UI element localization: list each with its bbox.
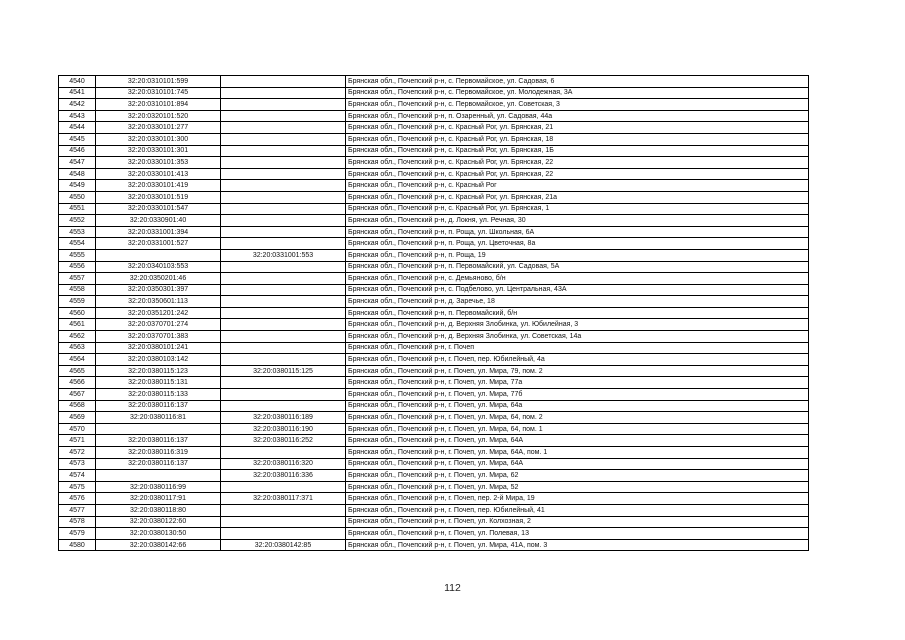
related-cadastral-number-cell	[221, 342, 346, 354]
related-cadastral-number-cell: 32:20:0380116:190	[221, 423, 346, 435]
cadastral-number-cell: 32:20:0380116:81	[96, 412, 221, 424]
row-number-cell: 4571	[59, 435, 96, 447]
cadastral-number-cell: 32:20:0330101:301	[96, 145, 221, 157]
row-number-cell: 4551	[59, 203, 96, 215]
table-row	[59, 365, 809, 377]
cadastral-number-cell: 32:20:0320101:520	[96, 110, 221, 122]
cadastral-number-cell: 32:20:0380130:50	[96, 528, 221, 540]
address-cell: Брянская обл., Почепский р-н, с. Красный Рог, ул. Брянская, 21	[346, 122, 809, 134]
related-cadastral-number-cell	[221, 203, 346, 215]
address-cell: Брянская обл., Почепский р-н, с. Первомайское, ул. Садовая, 6	[346, 76, 809, 88]
address-cell: Брянская обл., Почепский р-н, г. Почеп, пер. Юбилейный, 4а	[346, 354, 809, 366]
address-cell: Брянская обл., Почепский р-н, п. Первомайский, б/н	[346, 307, 809, 319]
related-cadastral-number-cell	[221, 87, 346, 99]
related-cadastral-number-cell	[221, 354, 346, 366]
cadastral-number-cell: 32:20:0310101:599	[96, 76, 221, 88]
table-row	[59, 261, 809, 273]
row-number-cell: 4548	[59, 168, 96, 180]
address-cell: Брянская обл., Почепский р-н, д. Верхняя Злобинка, ул. Советская, 14а	[346, 331, 809, 343]
cadastral-number-cell: 32:20:0310101:745	[96, 87, 221, 99]
cadastral-number-cell: 32:20:0350201:46	[96, 273, 221, 285]
address-cell: Брянская обл., Почепский р-н, с. Красный Рог, ул. Брянская, 18	[346, 133, 809, 145]
row-number-cell: 4560	[59, 307, 96, 319]
address-cell: Брянская обл., Почепский р-н, г. Почеп, пер. Юбилейный, 41	[346, 504, 809, 516]
cadastral-number-cell: 32:20:0380116:137	[96, 400, 221, 412]
cadastral-number-cell: 32:20:0380101:241	[96, 342, 221, 354]
related-cadastral-number-cell: 32:20:0380116:189	[221, 412, 346, 424]
cadastral-number-cell: 32:20:0330101:419	[96, 180, 221, 192]
cadastral-number-cell: 32:20:0380103:142	[96, 354, 221, 366]
cadastral-number-cell: 32:20:0310101:894	[96, 99, 221, 111]
table-row	[59, 331, 809, 343]
row-number-cell: 4563	[59, 342, 96, 354]
related-cadastral-number-cell	[221, 528, 346, 540]
address-cell: Брянская обл., Почепский р-н, г. Почеп, ул. Мира, 77б	[346, 389, 809, 401]
related-cadastral-number-cell	[221, 133, 346, 145]
row-number-cell: 4545	[59, 133, 96, 145]
row-number-cell: 4559	[59, 296, 96, 308]
cadastral-number-cell: 32:20:0330101:277	[96, 122, 221, 134]
registry-table	[58, 75, 809, 551]
address-cell: Брянская обл., Почепский р-н, г. Почеп, пер. 2-й Мира, 19	[346, 493, 809, 505]
table-row	[59, 133, 809, 145]
row-number-cell: 4549	[59, 180, 96, 192]
cadastral-number-cell: 32:20:0340103:553	[96, 261, 221, 273]
address-cell: Брянская обл., Почепский р-н, с. Красный Рог, ул. Брянская, 22	[346, 168, 809, 180]
table-row	[59, 145, 809, 157]
cadastral-number-cell: 32:20:0331001:527	[96, 238, 221, 250]
related-cadastral-number-cell	[221, 238, 346, 250]
table-row	[59, 516, 809, 528]
cadastral-number-cell: 32:20:0351201:242	[96, 307, 221, 319]
related-cadastral-number-cell	[221, 261, 346, 273]
address-cell: Брянская обл., Почепский р-н, г. Почеп, ул. Мира, 41А, пом. 3	[346, 539, 809, 551]
related-cadastral-number-cell	[221, 447, 346, 459]
related-cadastral-number-cell	[221, 226, 346, 238]
table-row	[59, 307, 809, 319]
related-cadastral-number-cell	[221, 180, 346, 192]
cadastral-number-cell: 32:20:0380118:80	[96, 504, 221, 516]
registry-table-body	[59, 76, 809, 551]
related-cadastral-number-cell	[221, 319, 346, 331]
related-cadastral-number-cell	[221, 168, 346, 180]
related-cadastral-number-cell	[221, 145, 346, 157]
table-row	[59, 470, 809, 482]
table-row	[59, 296, 809, 308]
address-cell: Брянская обл., Почепский р-н, г. Почеп, ул. Мира, 64, пом. 2	[346, 412, 809, 424]
page-number: 112	[444, 582, 461, 594]
address-cell: Брянская обл., Почепский р-н, с. Первомайское, ул. Молодежная, 3А	[346, 87, 809, 99]
table-row	[59, 110, 809, 122]
address-cell: Брянская обл., Почепский р-н, с. Красный Рог, ул. Брянская, 1	[346, 203, 809, 215]
table-row	[59, 389, 809, 401]
related-cadastral-number-cell	[221, 157, 346, 169]
table-row	[59, 76, 809, 88]
cadastral-number-cell	[96, 249, 221, 261]
row-number-cell: 4576	[59, 493, 96, 505]
related-cadastral-number-cell	[221, 273, 346, 285]
table-row	[59, 423, 809, 435]
row-number-cell: 4565	[59, 365, 96, 377]
address-cell: Брянская обл., Почепский р-н, д. Заречье, 18	[346, 296, 809, 308]
table-row	[59, 377, 809, 389]
related-cadastral-number-cell: 32:20:0380115:125	[221, 365, 346, 377]
row-number-cell: 4570	[59, 423, 96, 435]
table-row	[59, 481, 809, 493]
address-cell: Брянская обл., Почепский р-н, с. Красный Рог, ул. Брянская, 22	[346, 157, 809, 169]
address-cell: Брянская обл., Почепский р-н, г. Почеп, ул. Колхозная, 2	[346, 516, 809, 528]
related-cadastral-number-cell	[221, 331, 346, 343]
address-cell: Брянская обл., Почепский р-н, с. Красный Рог, ул. Брянская, 1Б	[346, 145, 809, 157]
table-row	[59, 226, 809, 238]
cadastral-number-cell: 32:20:0370701:274	[96, 319, 221, 331]
address-cell: Брянская обл., Почепский р-н, п. Роща, 19	[346, 249, 809, 261]
related-cadastral-number-cell	[221, 377, 346, 389]
table-row	[59, 168, 809, 180]
row-number-cell: 4556	[59, 261, 96, 273]
related-cadastral-number-cell: 32:20:0331001:553	[221, 249, 346, 261]
cadastral-number-cell: 32:20:0380116:319	[96, 447, 221, 459]
row-number-cell: 4540	[59, 76, 96, 88]
address-cell: Брянская обл., Почепский р-н, г. Почеп, ул. Полевая, 13	[346, 528, 809, 540]
address-cell: Брянская обл., Почепский р-н, г. Почеп, ул. Мира, 77а	[346, 377, 809, 389]
table-row	[59, 400, 809, 412]
address-cell: Брянская обл., Почепский р-н, с. Демьяново, б/н	[346, 273, 809, 285]
cadastral-number-cell: 32:20:0330901:40	[96, 215, 221, 227]
related-cadastral-number-cell	[221, 307, 346, 319]
table-row	[59, 342, 809, 354]
row-number-cell: 4555	[59, 249, 96, 261]
related-cadastral-number-cell: 32:20:0380142:85	[221, 539, 346, 551]
related-cadastral-number-cell	[221, 191, 346, 203]
related-cadastral-number-cell	[221, 296, 346, 308]
cadastral-number-cell: 32:20:0330101:519	[96, 191, 221, 203]
row-number-cell: 4569	[59, 412, 96, 424]
table-row	[59, 191, 809, 203]
table-row	[59, 354, 809, 366]
cadastral-number-cell: 32:20:0380115:131	[96, 377, 221, 389]
address-cell: Брянская обл., Почепский р-н, п. Первомайский, ул. Садовая, 5А	[346, 261, 809, 273]
row-number-cell: 4566	[59, 377, 96, 389]
row-number-cell: 4564	[59, 354, 96, 366]
row-number-cell: 4553	[59, 226, 96, 238]
address-cell: Брянская обл., Почепский р-н, с. Первомайское, ул. Советская, 3	[346, 99, 809, 111]
table-row	[59, 238, 809, 250]
related-cadastral-number-cell	[221, 76, 346, 88]
address-cell: Брянская обл., Почепский р-н, г. Почеп, ул. Мира, 64А	[346, 458, 809, 470]
related-cadastral-number-cell	[221, 99, 346, 111]
row-number-cell: 4547	[59, 157, 96, 169]
row-number-cell: 4567	[59, 389, 96, 401]
address-cell: Брянская обл., Почепский р-н, г. Почеп	[346, 342, 809, 354]
row-number-cell: 4568	[59, 400, 96, 412]
related-cadastral-number-cell	[221, 110, 346, 122]
row-number-cell: 4557	[59, 273, 96, 285]
table-row	[59, 284, 809, 296]
address-cell: Брянская обл., Почепский р-н, г. Почеп, ул. Мира, 64, пом. 1	[346, 423, 809, 435]
table-row	[59, 504, 809, 516]
cadastral-number-cell: 32:20:0350601:113	[96, 296, 221, 308]
related-cadastral-number-cell: 32:20:0380117:371	[221, 493, 346, 505]
address-cell: Брянская обл., Почепский р-н, с. Красный Рог, ул. Брянская, 21а	[346, 191, 809, 203]
cadastral-number-cell: 32:20:0330101:413	[96, 168, 221, 180]
cadastral-number-cell: 32:20:0380115:133	[96, 389, 221, 401]
cadastral-number-cell	[96, 423, 221, 435]
address-cell: Брянская обл., Почепский р-н, с. Красный Рог	[346, 180, 809, 192]
row-number-cell: 4552	[59, 215, 96, 227]
table-row	[59, 215, 809, 227]
related-cadastral-number-cell	[221, 481, 346, 493]
row-number-cell: 4580	[59, 539, 96, 551]
table-row	[59, 458, 809, 470]
row-number-cell: 4579	[59, 528, 96, 540]
row-number-cell: 4550	[59, 191, 96, 203]
address-cell: Брянская обл., Почепский р-н, г. Почеп, ул. Мира, 79, пом. 2	[346, 365, 809, 377]
row-number-cell: 4572	[59, 447, 96, 459]
row-number-cell: 4574	[59, 470, 96, 482]
row-number-cell: 4577	[59, 504, 96, 516]
related-cadastral-number-cell	[221, 504, 346, 516]
related-cadastral-number-cell: 32:20:0380116:336	[221, 470, 346, 482]
cadastral-number-cell: 32:20:0380116:137	[96, 435, 221, 447]
row-number-cell: 4554	[59, 238, 96, 250]
cadastral-number-cell: 32:20:0380142:66	[96, 539, 221, 551]
table-row	[59, 528, 809, 540]
row-number-cell: 4558	[59, 284, 96, 296]
related-cadastral-number-cell	[221, 284, 346, 296]
address-cell: Брянская обл., Почепский р-н, г. Почеп, ул. Мира, 64А	[346, 435, 809, 447]
table-row	[59, 447, 809, 459]
related-cadastral-number-cell: 32:20:0380116:320	[221, 458, 346, 470]
cadastral-number-cell: 32:20:0330101:300	[96, 133, 221, 145]
row-number-cell: 4544	[59, 122, 96, 134]
cadastral-number-cell: 32:20:0370701:383	[96, 331, 221, 343]
table-row	[59, 412, 809, 424]
cadastral-number-cell: 32:20:0331001:394	[96, 226, 221, 238]
address-cell: Брянская обл., Почепский р-н, п. Роща, ул. Школьная, 6А	[346, 226, 809, 238]
address-cell: Брянская обл., Почепский р-н, д. Верхняя Злобинка, ул. Юбилейная, 3	[346, 319, 809, 331]
cadastral-number-cell: 32:20:0380122:60	[96, 516, 221, 528]
address-cell: Брянская обл., Почепский р-н, с. Подбелово, ул. Центральная, 43А	[346, 284, 809, 296]
cadastral-number-cell: 32:20:0380116:137	[96, 458, 221, 470]
table-row	[59, 87, 809, 99]
row-number-cell: 4543	[59, 110, 96, 122]
table-row	[59, 319, 809, 331]
related-cadastral-number-cell	[221, 389, 346, 401]
table-row	[59, 273, 809, 285]
row-number-cell: 4541	[59, 87, 96, 99]
cadastral-number-cell: 32:20:0380116:99	[96, 481, 221, 493]
address-cell: Брянская обл., Почепский р-н, д. Локня, ул. Речная, 30	[346, 215, 809, 227]
table-row	[59, 157, 809, 169]
related-cadastral-number-cell	[221, 516, 346, 528]
address-cell: Брянская обл., Почепский р-н, г. Почеп, ул. Мира, 52	[346, 481, 809, 493]
address-cell: Брянская обл., Почепский р-н, г. Почеп, ул. Мира, 64А, пом. 1	[346, 447, 809, 459]
cadastral-number-cell: 32:20:0380117:91	[96, 493, 221, 505]
row-number-cell: 4562	[59, 331, 96, 343]
cadastral-number-cell: 32:20:0330101:353	[96, 157, 221, 169]
table-row	[59, 435, 809, 447]
address-cell: Брянская обл., Почепский р-н, г. Почеп, ул. Мира, 64а	[346, 400, 809, 412]
table-row	[59, 493, 809, 505]
table-row	[59, 180, 809, 192]
related-cadastral-number-cell	[221, 400, 346, 412]
table-row	[59, 122, 809, 134]
related-cadastral-number-cell	[221, 215, 346, 227]
row-number-cell: 4575	[59, 481, 96, 493]
address-cell: Брянская обл., Почепский р-н, п. Озаренный, ул. Садовая, 44а	[346, 110, 809, 122]
related-cadastral-number-cell: 32:20:0380116:252	[221, 435, 346, 447]
table-row	[59, 203, 809, 215]
row-number-cell: 4573	[59, 458, 96, 470]
row-number-cell: 4542	[59, 99, 96, 111]
cadastral-number-cell: 32:20:0330101:547	[96, 203, 221, 215]
address-cell: Брянская обл., Почепский р-н, п. Роща, ул. Цветочная, 8а	[346, 238, 809, 250]
row-number-cell: 4546	[59, 145, 96, 157]
table-row	[59, 249, 809, 261]
table-row	[59, 99, 809, 111]
address-cell: Брянская обл., Почепский р-н, г. Почеп, ул. Мира, 62	[346, 470, 809, 482]
related-cadastral-number-cell	[221, 122, 346, 134]
cadastral-number-cell: 32:20:0380115:123	[96, 365, 221, 377]
row-number-cell: 4578	[59, 516, 96, 528]
cadastral-number-cell: 32:20:0350301:397	[96, 284, 221, 296]
row-number-cell: 4561	[59, 319, 96, 331]
cadastral-number-cell	[96, 470, 221, 482]
table-row	[59, 539, 809, 551]
